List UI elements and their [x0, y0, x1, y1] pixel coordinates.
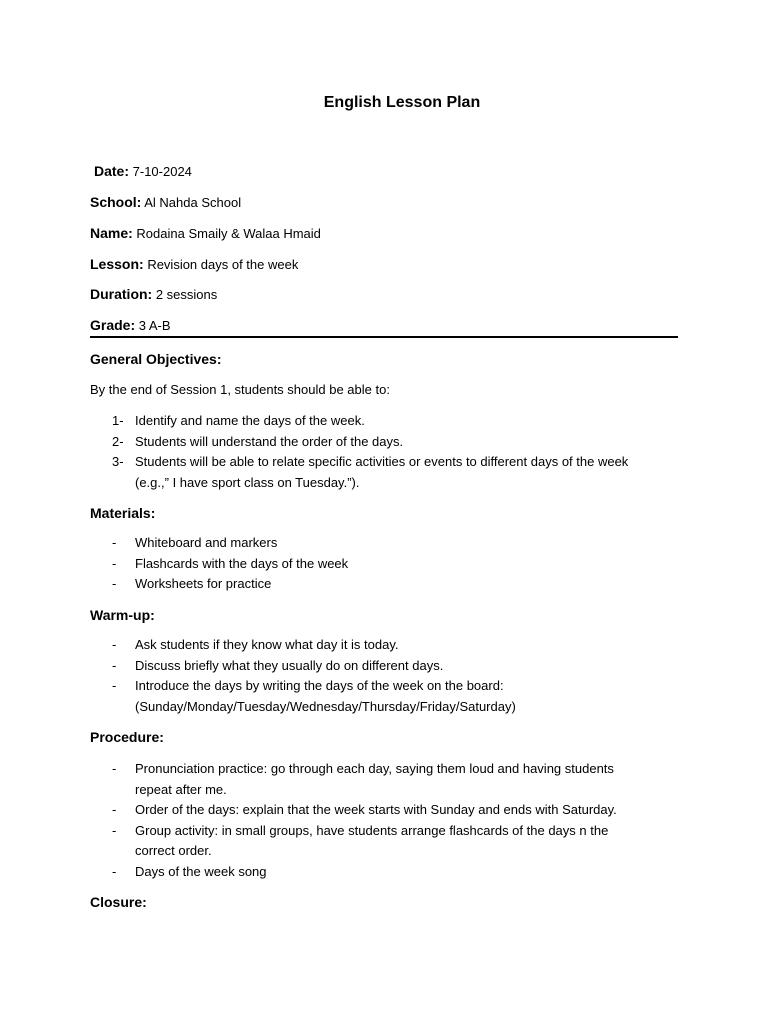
warm-up-list [90, 635, 690, 717]
list-item [90, 533, 690, 554]
list-marker: - [112, 802, 117, 817]
list-marker: - [112, 863, 117, 879]
list-item-text: Identify and name the days of the week. [135, 413, 365, 428]
school-label: School: [90, 194, 142, 210]
list-item-text: Students will understand the order of the days. [135, 433, 404, 449]
list-item-text-cont: correct order. [135, 843, 212, 858]
list-item [90, 759, 690, 800]
list-marker: - [112, 637, 117, 652]
procedure-heading: Procedure: [90, 729, 164, 745]
list-item-text: Introduce the days by writing the days of the week on the board: [135, 678, 504, 693]
name-field [90, 224, 321, 243]
list-marker: 1- [112, 413, 124, 428]
list-item [90, 862, 690, 883]
list-marker: - [112, 535, 117, 550]
list-marker: 2- [112, 433, 124, 449]
list-item-text: Worksheets for practice [135, 576, 272, 591]
list-item-text: Whiteboard and markers [135, 535, 278, 550]
name-value: Rodaina Smaily & Walaa Hmaid [136, 226, 321, 241]
materials-heading: Materials: [90, 505, 156, 521]
list-marker: 3- [112, 454, 124, 469]
document-title: English Lesson Plan [323, 94, 481, 111]
list-item [90, 676, 690, 717]
list-marker: - [112, 555, 117, 571]
duration-field [90, 285, 217, 304]
list-item [90, 411, 690, 432]
school-field [90, 193, 241, 212]
list-marker: - [112, 761, 117, 776]
list-item [90, 432, 690, 453]
horizontal-divider [90, 336, 678, 338]
name-label: Name: [90, 225, 133, 241]
list-item [90, 656, 690, 677]
list-marker: - [112, 678, 117, 693]
list-item [90, 821, 690, 862]
lesson-value: Revision days of the week [147, 257, 299, 272]
grade-label: Grade: [90, 317, 136, 333]
duration-label: Duration: [90, 286, 153, 302]
list-item [90, 635, 690, 656]
grade-value: 3 A-B [138, 318, 171, 333]
list-item-text-cont: repeat after me. [135, 781, 227, 797]
list-item-text: Discuss briefly what they usually do on different days. [135, 657, 444, 673]
list-item-text-cont: (Sunday/Monday/Tuesday/Wednesday/Thursday/Friday/Saturday) [135, 698, 516, 714]
list-item-text: Group activity: in small groups, have students arrange flashcards of the days n the [135, 822, 609, 838]
list-item [90, 800, 690, 821]
date-label: Date: [94, 163, 130, 179]
warm-up-heading: Warm-up: [90, 607, 155, 623]
closure-heading: Closure: [90, 894, 147, 910]
lesson-field [90, 255, 298, 274]
date-field [94, 162, 192, 181]
list-item-text: Ask students if they know what day it is today. [135, 637, 399, 652]
date-value: 7-10-2024 [132, 164, 192, 179]
objectives-intro: By the end of Session 1, students should be able to: [90, 382, 390, 397]
grade-field [90, 316, 171, 335]
materials-list [90, 533, 690, 595]
list-marker: - [112, 822, 117, 838]
lesson-label: Lesson: [90, 256, 144, 272]
duration-value: 2 sessions [155, 287, 218, 302]
general-objectives-heading: General Objectives: [90, 351, 222, 367]
objectives-list [90, 411, 690, 493]
list-item-text: Days of the week song [135, 863, 267, 879]
procedure-list [90, 759, 690, 882]
list-item-text: Order of the days: explain that the week starts with Sunday and ends with Saturday. [135, 802, 617, 817]
list-item-text: Students will be able to relate specific activities or events to different days of the week [135, 454, 629, 469]
list-item [90, 554, 690, 575]
list-marker: - [112, 576, 117, 591]
school-value: Al Nahda School [144, 195, 242, 210]
list-item-text: Pronunciation practice: go through each day, saying them loud and having students [135, 761, 614, 776]
list-item-text-cont: (e.g.,” I have sport class on Tuesday.”). [135, 474, 360, 490]
list-marker: - [112, 657, 117, 673]
list-item-text: Flashcards with the days of the week [135, 555, 349, 571]
list-item [90, 452, 690, 493]
list-item [90, 574, 690, 595]
